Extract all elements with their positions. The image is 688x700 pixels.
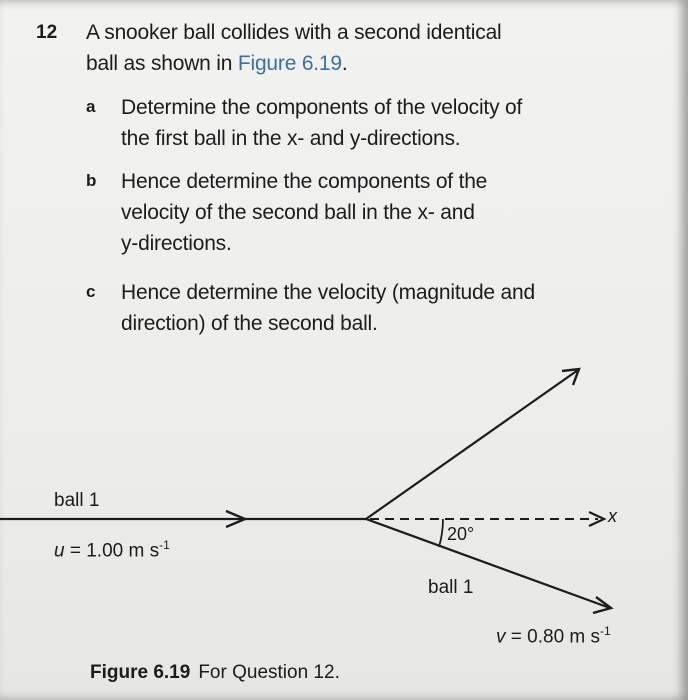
caption-label: Figure 6.19 [90, 662, 191, 683]
angle-label: 20° [447, 524, 475, 544]
outgoing-path-line [366, 519, 610, 608]
second-ball-path [366, 370, 578, 519]
part-b-letter: b [86, 171, 97, 190]
figure-reference: Figure 6.19 [237, 52, 342, 75]
part-c-letter: c [86, 282, 96, 301]
ball1-label: ball 1 [54, 490, 100, 511]
ball1-after-label: ball 1 [428, 577, 474, 598]
x-axis-label: x [608, 506, 617, 526]
figure-caption [90, 662, 340, 684]
question-number: 12 [36, 22, 58, 43]
part-c-text: Hence determine the velocity (magnitude and direction) of the second ball. [121, 281, 535, 335]
stem-line-1: A snooker ball collides with a second identical [86, 21, 502, 44]
part-a-text: Determine the components of the velocity of the first ball in the x- and y-directions. [121, 96, 523, 150]
part-a-letter: a [86, 97, 96, 116]
caption-text: For Question 12. [198, 662, 340, 683]
angle-arc [439, 519, 443, 547]
initial-velocity-label: u = 1.00 m $s^{-1}$ [54, 538, 170, 562]
final-velocity-label: v = 0.80 m $s^{-1}$ [496, 624, 611, 648]
stem-line-2: ball as shown in Figure 6.19. [86, 52, 348, 75]
part-b-text: Hence determine the components of the velocity of the second ball in the x- and y-directions. [121, 170, 488, 255]
